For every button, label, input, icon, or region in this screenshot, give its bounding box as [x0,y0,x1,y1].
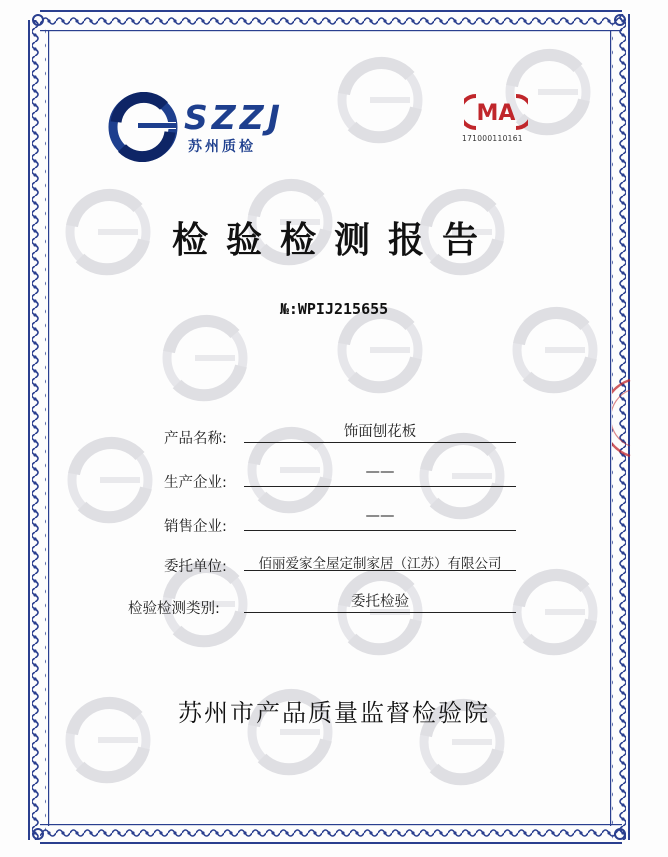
szzj-logo [108,92,288,162]
cma-mark-text: MA [476,101,516,126]
field-label: 产品名称: [164,431,227,447]
cma-mark-icon [464,92,528,132]
logo-brand-text: SZZJ [184,98,284,137]
issuing-institute: 苏州市产品质量监督检验院 [178,699,490,727]
field-seller [0,506,668,536]
field-product-name [0,418,668,448]
field-underline [244,612,516,613]
field-value: —— [365,508,395,524]
field-label: 销售企业: [164,519,227,535]
field-underline [244,530,516,531]
field-value: —— [365,464,395,480]
field-underline [244,486,516,487]
field-value: 委托检验 [351,594,409,610]
field-underline [244,442,516,443]
red-seal-fragment [612,378,632,458]
cma-certification [464,92,534,152]
field-manufacturer [0,462,668,492]
cma-number: 171000110161 [462,134,523,143]
field-value: 佰丽爱家全屋定制家居（江苏）有限公司 [258,556,502,572]
field-value: 饰面刨花板 [343,424,417,440]
report-number: №:WPIJ215655 [279,300,389,318]
field-client [0,546,668,576]
report-title: 检验检测报告 [171,220,496,261]
field-inspection-category [0,588,668,618]
szzj-logo-icon [108,92,178,162]
field-label: 委托单位: [164,559,227,575]
logo-subtitle: 苏州质检 [188,139,256,155]
field-label: 生产企业: [164,475,227,491]
field-label: 检验检测类别: [128,601,220,617]
